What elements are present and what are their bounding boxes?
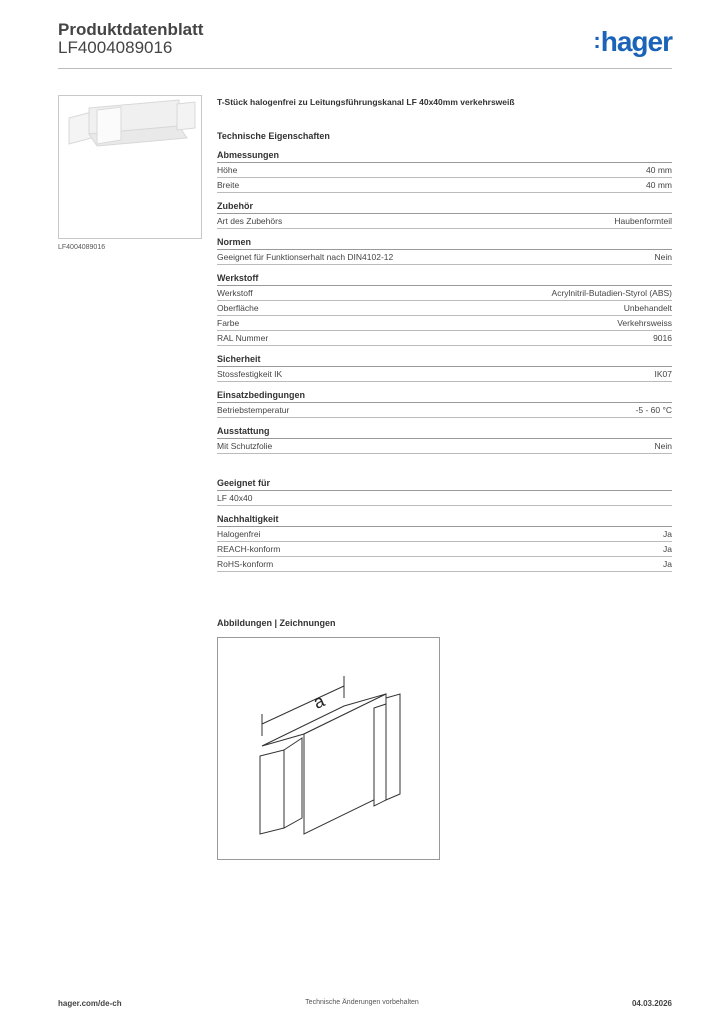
technical-drawing [217,637,440,860]
spec-label: RoHS-konform [217,559,274,569]
spec-row [217,367,672,382]
spec-value: Nein [654,252,672,262]
spec-value: Acrylnitril-Butadien-Styrol (ABS) [551,288,672,298]
spec-label: Art des Zubehörs [217,216,283,226]
spec-row [217,331,672,346]
spec-row [217,542,672,557]
spec-value: -5 - 60 °C [635,405,672,415]
header-divider [58,68,672,69]
spec-row [217,491,672,506]
spec-row [217,250,672,265]
spec-value: Nein [654,441,672,451]
spec-label: Farbe [217,318,240,328]
group-ausstattung [217,426,672,454]
spec-row [217,163,672,178]
group-normen [217,237,672,265]
spec-row [217,214,672,229]
group-heading: Sicherheit [217,354,672,367]
t-piece-photo-icon [59,96,201,238]
spec-label: Geeignet für Funktionserhalt nach DIN4102-12 [217,252,394,262]
spec-row [217,316,672,331]
footer-website[interactable]: hager.com/de-ch [58,999,122,1008]
spec-label: Mit Schutzfolie [217,441,273,451]
image-caption: LF4004089016 [58,244,106,251]
group-heading: Einsatzbedingungen [217,390,672,403]
hager-logo[interactable] [593,26,672,58]
spec-value: Ja [663,529,672,539]
logo-text: hager [600,26,672,57]
group-heading: Geeignet für [217,478,672,491]
dimension-drawing-icon [218,638,439,859]
group-einsatzbedingungen [217,390,672,418]
group-nachhaltigkeit [217,514,672,572]
spec-value: 9016 [653,333,672,343]
spec-label: Betriebstemperatur [217,405,290,415]
spec-label: Werkstoff [217,288,253,298]
spec-value: 40 mm [646,165,672,175]
spec-label: Stossfestigkeit IK [217,369,283,379]
spec-label: Höhe [217,165,238,175]
group-werkstoff [217,273,672,346]
footer-notice: Technische Änderungen vorbehalten [305,999,419,1006]
footer-date: 04.03.2026 [631,999,672,1008]
group-geeignet-fuer [217,478,672,506]
group-heading: Werkstoff [217,273,672,286]
group-sicherheit [217,354,672,382]
spec-row [217,286,672,301]
spec-value: 40 mm [646,180,672,190]
spec-value: Verkehrsweiss [617,318,672,328]
spec-label: Halogenfrei [217,529,261,539]
group-heading: Nachhaltigkeit [217,514,672,527]
spec-value: IK07 [654,369,672,379]
spec-row [217,301,672,316]
product-image [58,95,202,239]
spec-value: Ja [663,544,672,554]
logo-dots-icon: : [593,28,600,53]
product-title: T-Stück halogenfrei zu Leitungsführungskanal LF 40x40mm verkehrsweiß [217,97,515,107]
spec-value: Ja [663,559,672,569]
group-heading: Zubehör [217,201,672,214]
group-heading: Abmessungen [217,150,672,163]
dimension-label: a [310,690,328,713]
spec-label: Oberfläche [217,303,259,313]
spec-label: RAL Nummer [217,333,269,343]
drawings-heading: Abbildungen | Zeichnungen [217,618,336,628]
group-abmessungen [217,150,672,193]
spec-value: Unbehandelt [623,303,672,313]
spec-value: Haubenformteil [614,216,672,226]
spec-label: LF 40x40 [217,493,253,503]
spec-label: Breite [217,180,240,190]
spec-label: REACH-konform [217,544,281,554]
group-heading: Normen [217,237,672,250]
spec-row [217,403,672,418]
group-heading: Ausstattung [217,426,672,439]
section-heading: Technische Eigenschaften [217,131,330,141]
spec-row [217,439,672,454]
spec-row [217,178,672,193]
group-zubehoer [217,201,672,229]
article-number: LF4004089016 [58,38,173,57]
spec-row [217,527,672,542]
page-title: Produktdatenblatt [58,20,204,39]
specifications [217,97,672,580]
spec-row [217,557,672,572]
